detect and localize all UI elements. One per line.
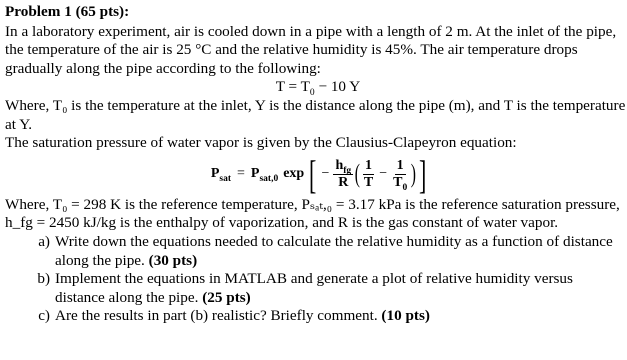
one-over-t-fraction: $\frac{1}{T}$ (363, 158, 374, 191)
temp-eq-rhs: − 10 Y (314, 78, 361, 96)
right-bracket: ] (418, 151, 427, 197)
question-letter: b) (37, 270, 50, 288)
question-list (5, 233, 627, 326)
psat0-symbol: $P_{sat,0}$ (250, 166, 279, 185)
one-over-t0-fraction: $\frac{1}{T_0}$ (393, 158, 408, 194)
intro-paragraph: In a laboratory experiment, air is cooled down in a pipe with a length of 2 m. At the inlet of the pipe, the temperature of the air is 25 °C and the relative humidity is 45%. The air temperature drops gradually along the pipe according to the following: (5, 22, 617, 77)
minus-sign: − (321, 166, 330, 182)
temperature-equation (5, 78, 627, 97)
question-points: (10 pts) (381, 307, 430, 325)
question-item-a (5, 233, 627, 270)
exp-function: exp (283, 166, 305, 182)
saturation-intro: The saturation pressure of water vapor is given by the Clausius-Clapeyron equation: (5, 134, 517, 152)
clausius-clapeyron-equation (5, 151, 627, 197)
hfg-over-r-fraction: $\frac{h_{fg}}{R}$ (335, 158, 352, 191)
left-paren: ( (354, 159, 361, 189)
where-temperature-paragraph: Where, T₀ is the temperature at the inlet, Y is the distance along the pipe (m), and T is the temperature at Y. (5, 96, 626, 133)
problem-title: Problem 1 (65 pts): (5, 3, 130, 20)
question-item-c (5, 307, 627, 326)
right-paren: ) (410, 159, 417, 189)
question-letter: a) (38, 232, 50, 250)
question-points: (30 pts) (148, 251, 198, 269)
question-item-b (5, 270, 627, 307)
question-text: Implement the equations in MATLAB and generate a plot of relative humidity versus distance along the pipe. (55, 270, 573, 306)
question-points: (25 pts) (202, 288, 251, 306)
left-bracket: [ (309, 151, 317, 197)
where-constants-paragraph: Where, T₀ = 298 K is the reference temperature, Pₛₐₜ,₀ = 3.17 kPa is the reference saturation pressure, h_fg = 2450 kJ/kg is the enthalpy of vaporization, and R is the gas constant of water vapor. (5, 195, 620, 232)
question-text: Are the results in part (b) realistic? Briefly comment. (55, 307, 378, 325)
temp-eq-sub: 0 (309, 88, 315, 99)
question-letter: c) (38, 307, 50, 325)
psat-symbol: $P_{sat}$ (210, 166, 231, 185)
temp-eq-lhs: T = T (275, 78, 310, 96)
inner-minus-sign: − (379, 166, 388, 182)
equals-sign: = (237, 166, 245, 182)
question-text: Write down the equations needed to calculate the relative humidity as a function of distance along the pipe. (55, 232, 613, 269)
